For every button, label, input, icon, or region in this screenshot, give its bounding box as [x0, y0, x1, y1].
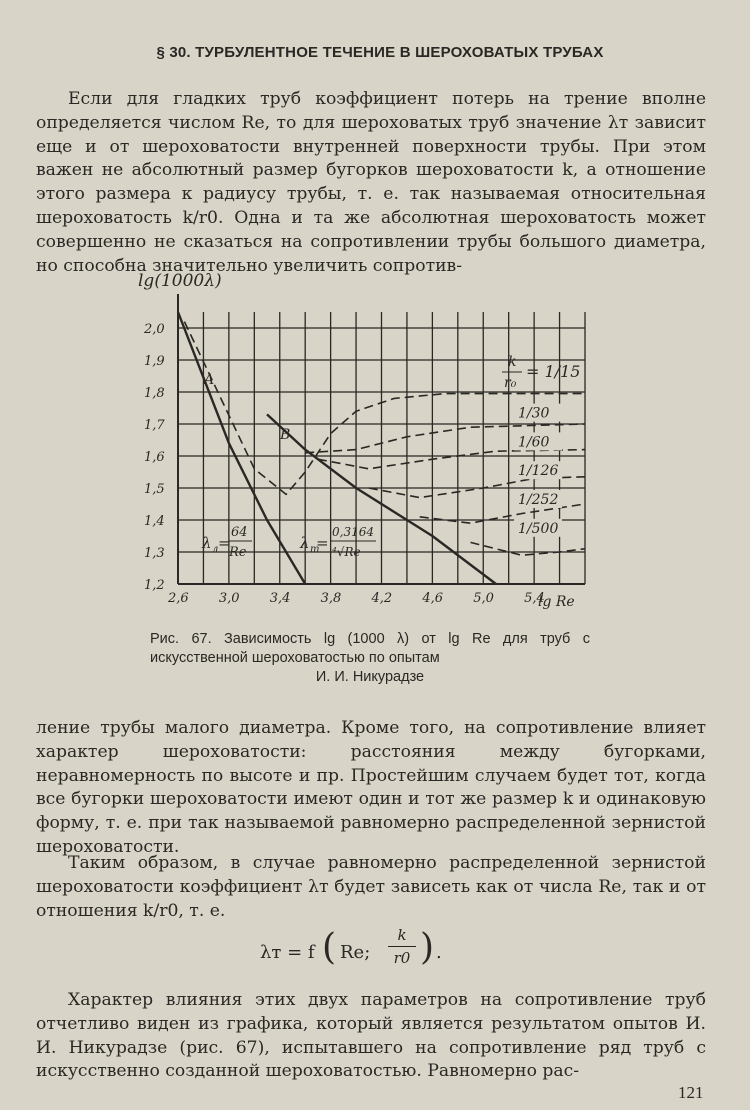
- left-paren: (: [322, 927, 337, 968]
- paragraph-nikuradse: Характер влияния этих двух параметров на сопротивление труб отчетливо виден из графика, который является результатом опытов И. И. Никурадзе (рис. 67), испытавшего на сопротивление ряд труб с искусственно созданной шероховатостью. Равномерно рас-: [36, 990, 706, 1082]
- x-tick-label: 4,2: [371, 591, 393, 606]
- curve-label: 1/126: [518, 463, 559, 480]
- y-tick-label: 2,0: [144, 322, 165, 337]
- svg-text:⁴√Re: ⁴√Re: [332, 545, 361, 559]
- x-tick-label: 3,0: [218, 591, 240, 606]
- section-heading: § 30. ТУРБУЛЕНТНОЕ ТЕЧЕНИЕ В ШЕРОХОВАТЫХ ТРУБАХ: [156, 44, 604, 61]
- x-tick-label: 3,4: [269, 591, 291, 606]
- figure-caption: [150, 630, 590, 687]
- curve-a-label: A: [204, 372, 215, 388]
- formula-args: Re;: [340, 942, 371, 963]
- formula-tail: .: [436, 942, 442, 963]
- page-number: 121: [678, 1083, 704, 1102]
- right-paren: ): [420, 927, 435, 968]
- x-tick-label: 5,4: [524, 591, 545, 606]
- series-line-1-500: [471, 542, 586, 555]
- y-tick-label: 1,4: [144, 514, 165, 529]
- lambda-formula: [240, 922, 480, 978]
- curve-label: 1/252: [518, 492, 559, 508]
- svg-text:=: =: [316, 534, 329, 552]
- y-tick-label: 1,6: [144, 450, 165, 465]
- x-axis-label: lg Re: [538, 594, 575, 610]
- y-tick-label: 1,8: [144, 386, 165, 401]
- laminar-formula: [201, 525, 252, 560]
- curve-b-label: B: [280, 427, 291, 443]
- svg-text:л: л: [212, 544, 219, 555]
- x-tick-label: 5,0: [473, 591, 494, 606]
- x-tick-label: 2,6: [168, 591, 189, 606]
- y-tick-label: 1,3: [144, 546, 165, 561]
- formula-fraction: [388, 926, 416, 967]
- svg-text:64: 64: [231, 525, 248, 540]
- formula-lhs: λт = f: [260, 942, 315, 963]
- turbulent-formula: [299, 525, 376, 559]
- y-tick-label: 1,7: [144, 418, 165, 433]
- series-line-A: [178, 312, 305, 584]
- x-tick-label: 3,8: [320, 591, 342, 606]
- fraction-denominator: r0: [393, 949, 411, 967]
- paragraph-dependence: Таким образом, в случае равномерно распределенной зернистой шероховатости коэффициент λт будет зависеть как от числа Re, так и от отношения k/r0, т. е.: [36, 853, 706, 921]
- paragraph-intro: Если для гладких труб коэффициент потерь на трение вполне определяется числом Re, то для шероховатых труб значение λт зависит еще и от шероховатости внутренней поверхности трубы. При этом важен не абсолютный размер бугорков шероховатости k, а отношение этого размера к радиусу трубы, т. е. так называемая относительная шероховатость k/r0. Одна и та же абсолютная шероховатость может совершенно не сказаться на сопротивлении трубы большого диаметра, но способна значительно увеличить сопротив-: [36, 89, 706, 276]
- svg-text:= 1/15: = 1/15: [526, 362, 581, 381]
- svg-text:k: k: [508, 354, 517, 370]
- svg-text:т: т: [310, 544, 320, 555]
- y-tick-label: 1,2: [144, 578, 165, 593]
- nikuradse-chart: [130, 262, 600, 622]
- svg-text:λ: λ: [202, 534, 212, 552]
- svg-text:λ: λ: [300, 534, 310, 552]
- fraction-numerator: k: [397, 926, 407, 944]
- x-tick-label: 4,6: [422, 591, 444, 606]
- y-axis-label: lg(1000λ): [138, 271, 222, 291]
- curve-label: 1/60: [518, 434, 550, 451]
- svg-text:Re: Re: [229, 545, 247, 560]
- y-tick-label: 1,9: [144, 354, 165, 369]
- svg-text:=: =: [218, 534, 231, 552]
- curve-label: 1/500: [518, 520, 559, 537]
- paragraph-roughness: ление трубы малого диаметра. Кроме того, на сопротивление влияет характер шероховатости: расстояния между бугорками, неравномерность по высоте и пр. Простейшим случаем будет тот, когда все бугорки шероховатости имеют один и тот же размер k и одинаковую форму, т. е. при так называемой равномерно распределенной зернистой шероховатости.: [36, 718, 706, 857]
- caption-main: Рис. 67. Зависимость lg (1000 λ) от lg Re для труб с искусственной шероховатостью по опытам: [150, 631, 590, 666]
- svg-text:0,3164: 0,3164: [332, 525, 374, 539]
- curve-label: 1/30: [518, 405, 550, 422]
- y-tick-label: 1,5: [144, 482, 165, 497]
- svg-text:r₀: r₀: [504, 375, 517, 391]
- caption-author: И. И. Никурадзе: [315, 669, 425, 685]
